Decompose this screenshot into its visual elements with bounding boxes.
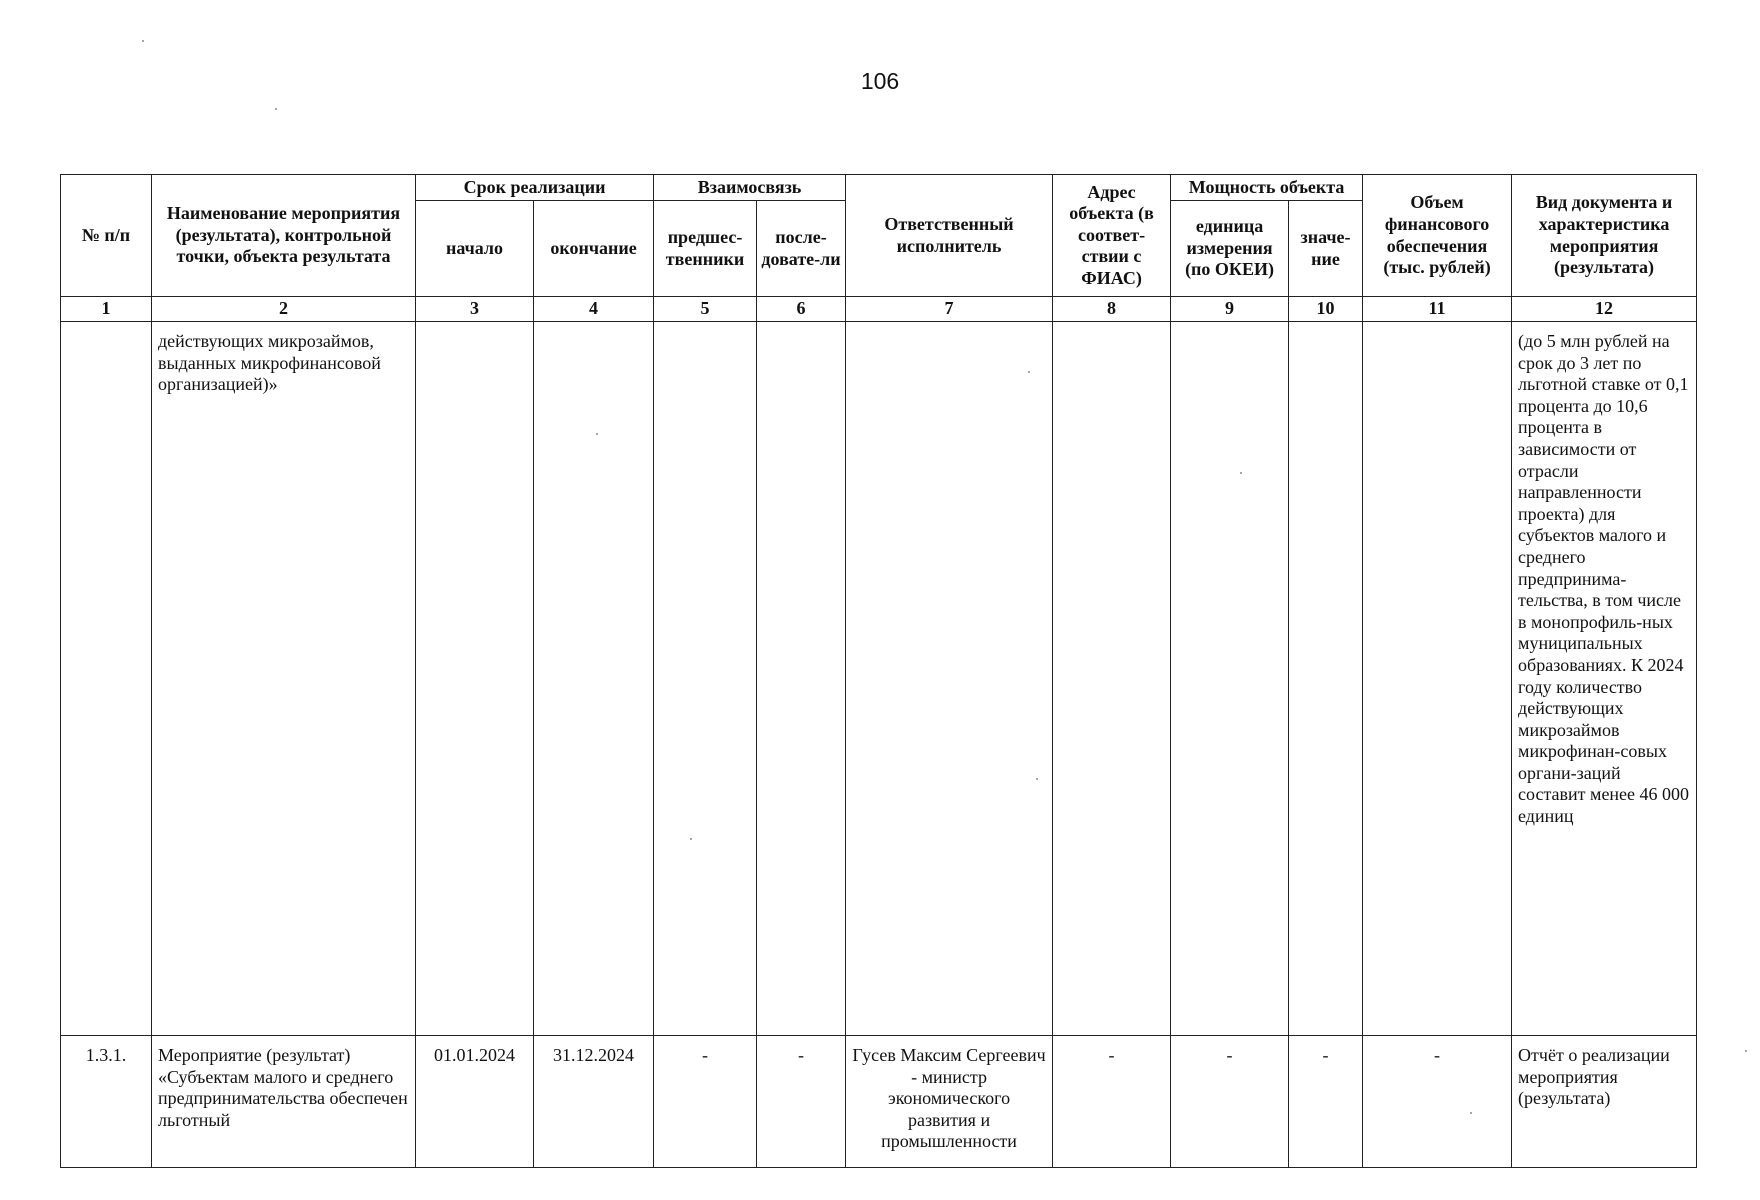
cell-responsible <box>846 322 1053 1036</box>
cell-unit <box>1171 322 1289 1036</box>
cell-num <box>61 322 152 1036</box>
cell-value: - <box>1289 1036 1363 1168</box>
cell-responsible: Гусев Максим Сергеевич - министр экономического развития и промышленности <box>846 1036 1053 1168</box>
header-capacity-group: Мощность объекта <box>1171 175 1363 201</box>
column-number: 2 <box>152 297 416 322</box>
column-number: 7 <box>846 297 1053 322</box>
column-number: 10 <box>1289 297 1363 322</box>
header-num: № п/п <box>61 175 152 297</box>
cell-address <box>1053 322 1171 1036</box>
cell-start: 01.01.2024 <box>416 1036 534 1168</box>
header-doc-type: Вид документа и характеристика мероприятия (результата) <box>1512 175 1697 297</box>
table-row <box>61 322 1697 1036</box>
cell-doc: (до 5 млн рублей на срок до 3 лет по льготной ставке от 0,1 процента до 10,6 процента в зависимости от отрасли направленности проекта) для субъектов малого и среднего предпринима-тельства, в том числе в монопрофиль-ных муниципальных образованиях. К 2024 году количество действующих микрозаймов микрофинан-совых органи-заций составит менее 46 000 единиц <box>1512 322 1697 1036</box>
cell-next: - <box>757 1036 846 1168</box>
cell-finance: - <box>1363 1036 1512 1168</box>
scan-speck <box>1240 472 1242 474</box>
header-period-end: окончание <box>534 201 654 297</box>
column-number: 5 <box>654 297 757 322</box>
cell-next <box>757 322 846 1036</box>
table-row <box>61 1036 1697 1168</box>
cell-num: 1.3.1. <box>61 1036 152 1168</box>
scan-speck <box>596 433 598 435</box>
column-number: 9 <box>1171 297 1289 322</box>
header-name: Наименование мероприятия (результата), контрольной точки, объекта результата <box>152 175 416 297</box>
column-number: 12 <box>1512 297 1697 322</box>
scan-speck <box>1036 778 1038 780</box>
cell-finance <box>1363 322 1512 1036</box>
column-number: 4 <box>534 297 654 322</box>
cell-unit: - <box>1171 1036 1289 1168</box>
scan-speck <box>142 40 144 42</box>
column-number: 6 <box>757 297 846 322</box>
column-numbers-row <box>61 297 1697 322</box>
scan-speck <box>1745 1050 1747 1052</box>
scan-speck <box>1470 1112 1472 1114</box>
cell-prev: - <box>654 1036 757 1168</box>
header-row-1 <box>61 175 1697 201</box>
column-number: 11 <box>1363 297 1512 322</box>
cell-start <box>416 322 534 1036</box>
header-address: Адрес объекта (в соответ-ствии с ФИАС) <box>1053 175 1171 297</box>
header-capacity-unit: единица измерения (по ОКЕИ) <box>1171 201 1289 297</box>
column-number: 8 <box>1053 297 1171 322</box>
cell-name: действующих микрозаймов, выданных микрофинансовой организацией)» <box>152 322 416 1036</box>
column-number: 3 <box>416 297 534 322</box>
cell-name: Мероприятие (результат) «Субъектам малого и среднего предпринимательства обеспечен льготный <box>152 1036 416 1168</box>
scan-speck <box>1028 371 1030 373</box>
header-capacity-value: значе-ние <box>1289 201 1363 297</box>
plan-table <box>60 174 1697 1168</box>
cell-end <box>534 322 654 1036</box>
header-link-prev: предшес-твенники <box>654 201 757 297</box>
header-link-next: после-довате-ли <box>757 201 846 297</box>
column-number: 1 <box>61 297 152 322</box>
cell-prev <box>654 322 757 1036</box>
header-finance: Объем финансового обеспечения (тыс. рублей) <box>1363 175 1512 297</box>
cell-value <box>1289 322 1363 1036</box>
header-period-start: начало <box>416 201 534 297</box>
header-responsible: Ответственный исполнитель <box>846 175 1053 297</box>
cell-doc: Отчёт о реализации мероприятия (результата) <box>1512 1036 1697 1168</box>
scan-speck <box>275 108 277 110</box>
scan-speck <box>690 838 692 840</box>
page-number: 106 <box>860 68 900 94</box>
header-period-group: Срок реализации <box>416 175 654 201</box>
header-link-group: Взаимосвязь <box>654 175 846 201</box>
cell-address: - <box>1053 1036 1171 1168</box>
cell-end: 31.12.2024 <box>534 1036 654 1168</box>
